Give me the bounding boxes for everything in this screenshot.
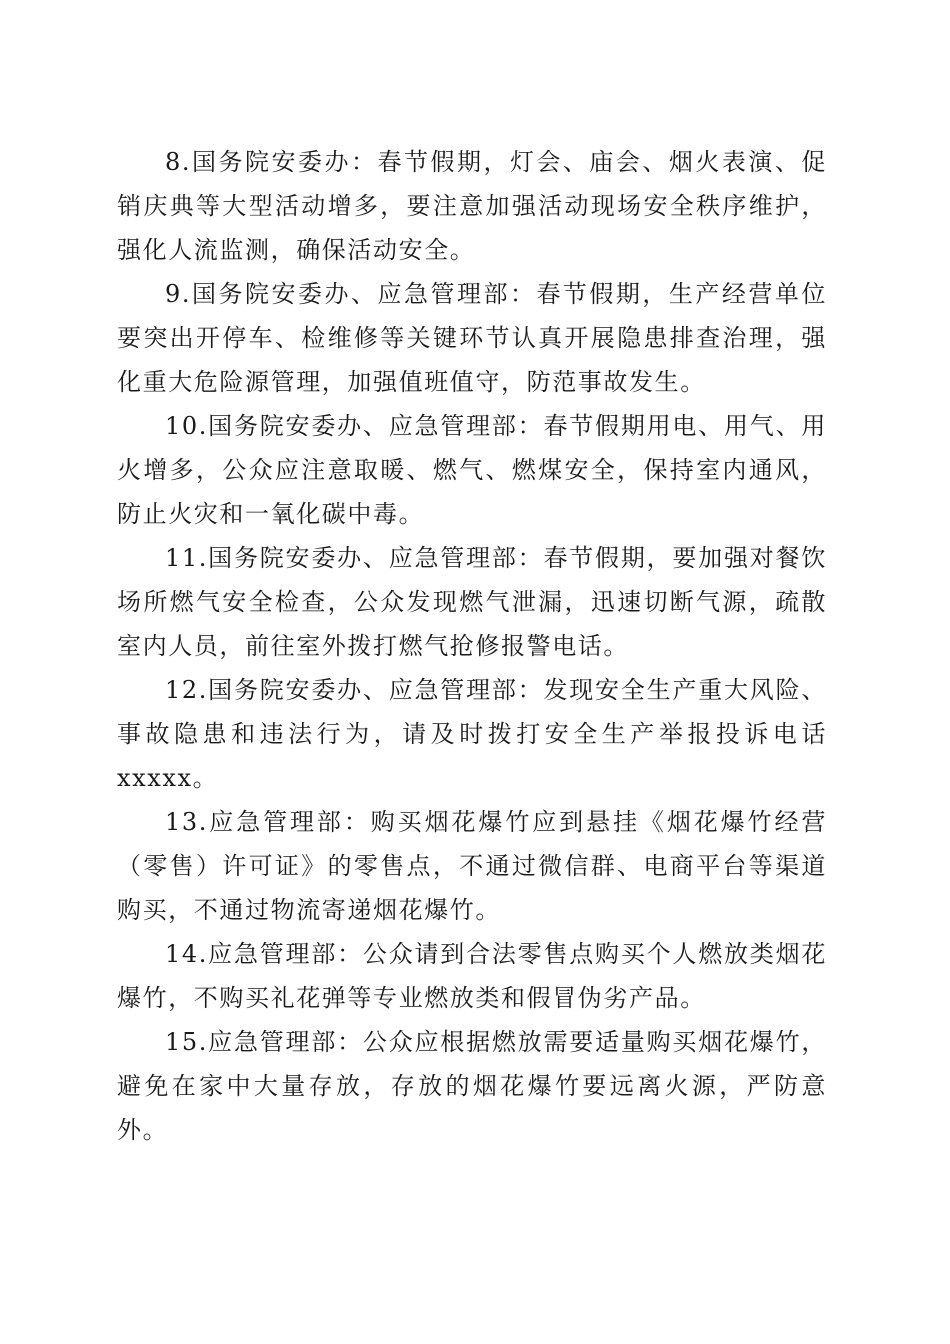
- paragraph-item-11: 11.国务院安委办、应急管理部：春节假期，要加强对餐饮场所燃气安全检查，公众发现燃气泄漏，迅速切断气源，疏散室内人员，前往室外拨打燃气抢修报警电话。: [117, 544, 827, 660]
- paragraph-item-15: 15.应急管理部：公众应根据燃放需要适量购买烟花爆竹，避免在家中大量存放，存放的烟花爆竹要远离火源，严防意外。: [117, 1028, 827, 1144]
- paragraph-item-12: 12.国务院安委办、应急管理部：发现安全生产重大风险、事故隐患和违法行为，请及时拨打安全生产举报投诉电话xxxxx。: [117, 676, 827, 792]
- document-body: [117, 140, 827, 1152]
- paragraph-item-13: 13.应急管理部：购买烟花爆竹应到悬挂《烟花爆竹经营（零售）许可证》的零售点，不通过微信群、电商平台等渠道购买，不通过物流寄递烟花爆竹。: [117, 808, 827, 924]
- paragraph-item-8: 8.国务院安委办：春节假期，灯会、庙会、烟火表演、促销庆典等大型活动增多，要注意加强活动现场安全秩序维护，强化人流监测，确保活动安全。: [117, 148, 827, 264]
- paragraph-item-14: 14.应急管理部：公众请到合法零售点购买个人燃放类烟花爆竹，不购买礼花弹等专业燃放类和假冒伪劣产品。: [117, 940, 827, 1012]
- paragraph-item-10: 10.国务院安委办、应急管理部：春节假期用电、用气、用火增多，公众应注意取暖、燃气、燃煤安全，保持室内通风，防止火灾和一氧化碳中毒。: [117, 412, 827, 528]
- paragraph-item-9: 9.国务院安委办、应急管理部：春节假期，生产经营单位要突出开停车、检维修等关键环节认真开展隐患排查治理，强化重大危险源管理，加强值班值守，防范事故发生。: [117, 280, 827, 396]
